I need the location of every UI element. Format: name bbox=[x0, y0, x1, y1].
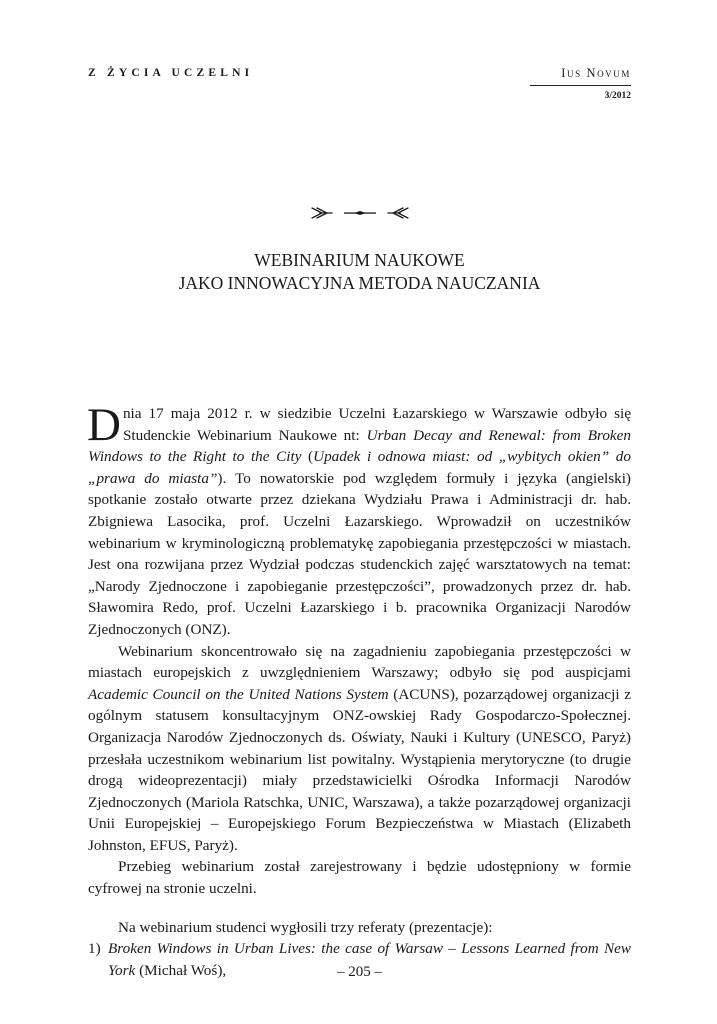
running-header-section: Z ŻYCIA UCZELNI bbox=[88, 67, 254, 79]
list-item-author: (Michał Woś), bbox=[135, 961, 227, 979]
article-title-line1: WEBINARIUM NAUKOWE bbox=[254, 250, 465, 270]
paragraph-4: Na webinarium studenci wygłosili trzy referaty (prezentacje): bbox=[118, 918, 493, 936]
p2-italic-acuns: Academic Council on the United Nations System bbox=[88, 685, 389, 703]
list-item-number: 1) bbox=[88, 940, 101, 958]
p2-text-2: (ACUNS), pozarządowej organizacji z ogólnym statusem konsultacyjnym ONZ-owskiej Rady Gospodarczo-Społecznej. Organizacja Narodów Zjednoczonych ds. Oświaty, Nauki i Kultury (UNESCO, Paryż) przesłała uczestnikom webinarium list powitalny. Wystąpienia merytoryczne (to drugie drogą wideoprezentacji) miały przedstawicielki Ośrodka Informacji Narodów Zjednoczonych (Mariola Ratschka, UNIC, Warszawa), a także pozarządowej organizacji Unii Europejskiej – Europejskiego Forum Bezpieczeństwa w Miastach (Elizabeth Johnston, EFUS, Paryż). bbox=[88, 685, 631, 854]
running-header-issue: 3/2012 bbox=[604, 91, 631, 101]
fleuron-divider-icon bbox=[308, 205, 412, 221]
drop-cap: D bbox=[87, 399, 121, 451]
header-rule bbox=[530, 85, 631, 86]
paragraph-gap bbox=[88, 900, 631, 917]
page-number: – 205 – bbox=[337, 964, 382, 980]
p1-text-2: ( bbox=[301, 448, 314, 466]
running-header-journal: Ius Novum bbox=[561, 66, 631, 80]
article-body bbox=[87, 399, 632, 981]
p2-text-1: Webinarium skoncentrowało się na zagadnieniu zapobiegania przestępczości w miastach europejskich z uwzględnieniem Warszawy; odbyło się pod auspicjami bbox=[88, 642, 631, 682]
p1-text-3: ). To nowatorskie pod względem formuły i języka (angielski) spotkanie zostało otwarte przez dziekana Wydziału Prawa i Administracji dr. hab. Zbigniewa Lasocika, prof. Uczelni Łazarskiego. Wprowadził on uczestników webinarium w kryminologiczną problematykę zapobiegania przestępczości w miastach. Jest ona rozwijana przez Wydział podczas studenckich zajęć warsztatowych na temat: „Narody Zjednoczone i zapobieganie przestępczości”, prowadzonych przez dr. hab. Sławomira Redo, prof. Uczelni Łazarskiego i b. pracownika Organizacji Narodów Zjednoczonych (ONZ). bbox=[88, 469, 631, 638]
paragraph-3: Przebieg webinarium został zarejestrowany i będzie udostępniony w formie cyfrowej na stronie uczelni. bbox=[88, 858, 631, 898]
p1-italic-title-pl: Upadek i odnowa miast: od „wybitych okien” do „prawa do miasta” bbox=[88, 448, 631, 487]
list-item-title: Broken Windows in Urban Lives: the case of Warsaw – Lessons Learned from New York bbox=[108, 940, 631, 979]
paragraph-1 bbox=[87, 399, 632, 641]
p1-text-1: nia 17 maja 2012 r. w siedzibie Uczelni Łazarskiego w Warszawie odbyło się Studenckie Webinarium Naukowe nt: bbox=[122, 405, 631, 444]
article-title-line2: JAKO INNOWACYJNA METODA NAUCZANIA bbox=[178, 273, 541, 293]
paragraph-2 bbox=[88, 641, 631, 857]
p1-italic-title-en: Urban Decay and Renewal: from Broken Windows to the Right to the City bbox=[88, 426, 632, 466]
